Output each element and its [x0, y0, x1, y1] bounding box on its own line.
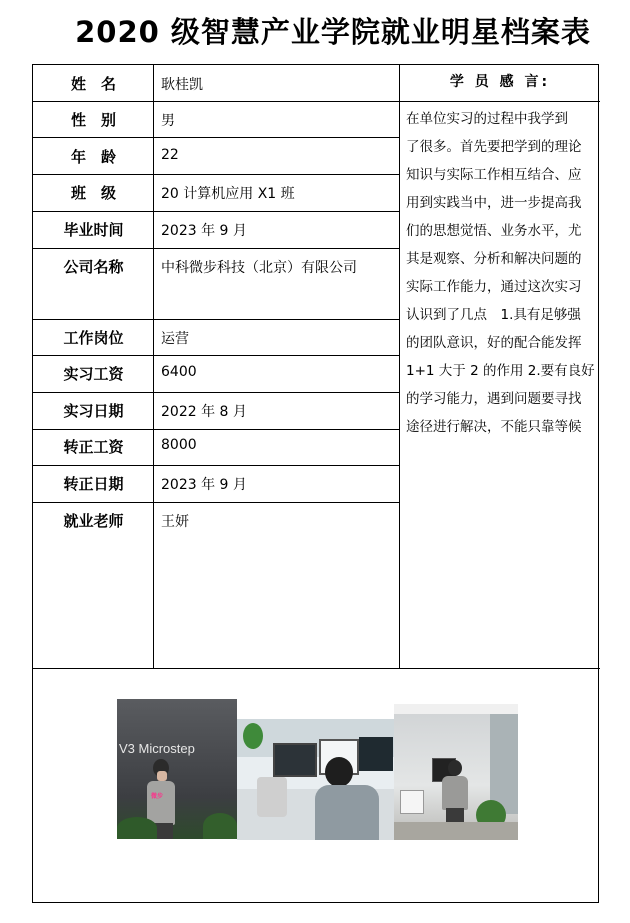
label-age: 年 龄 [70, 148, 116, 166]
value-name: 耿桂凯 [161, 77, 203, 93]
testimonial-line: 在单位实习的过程中我学到 [406, 111, 568, 127]
photo-at-workstation [237, 719, 394, 840]
value-graduation-time: 2023 年 9 月 [161, 223, 247, 239]
photo-logo-wall [117, 699, 237, 839]
shirt-text: 微步 [151, 793, 164, 800]
value-position: 运营 [161, 331, 189, 347]
value-gender: 男 [161, 113, 175, 129]
testimonial-line: 实际工作能力，通过这次实习 [406, 279, 582, 295]
testimonial-text [406, 105, 596, 441]
value-regular-salary: 8000 [161, 437, 197, 453]
value-teacher: 王妍 [161, 514, 189, 530]
value-intern-salary: 6400 [161, 364, 197, 380]
testimonial-line: 认识到了几点 1.具有足够强 [406, 307, 581, 323]
label-regular-date: 转正日期 [63, 475, 124, 493]
profile-table [32, 64, 599, 903]
label-teacher: 就业老师 [63, 512, 124, 530]
testimonial-line: 途径进行解决，不能只靠等候 [406, 419, 582, 435]
logo-text: V3 Microstep [119, 741, 195, 756]
value-age: 22 [161, 147, 179, 163]
value-class: 20 计算机应用 X1 班 [161, 186, 295, 202]
label-intern-date: 实习日期 [63, 402, 124, 420]
testimonial-line: 其是观察、分析和解决问题的 [406, 251, 582, 267]
testimonial-line: 知识与实际工作相互结合、应 [406, 167, 582, 183]
testimonial-line: 的学习能力，遇到问题要寻找 [406, 391, 582, 407]
label-regular-salary: 转正工资 [63, 438, 124, 456]
label-class: 班 级 [70, 184, 116, 202]
value-regular-date: 2023 年 9 月 [161, 477, 247, 493]
testimonial-header: 学 员 感 言: [449, 74, 551, 90]
label-graduation-time: 毕业时间 [63, 221, 124, 239]
label-position: 工作岗位 [63, 329, 124, 347]
testimonial-line: 1+1 大于 2 的作用 2.要有良好 [406, 363, 595, 379]
document-title: 2020 级智慧产业学院就业明星档案表 [75, 15, 591, 49]
label-name: 姓 名 [70, 75, 116, 93]
label-company: 公司名称 [63, 258, 124, 276]
label-intern-salary: 实习工资 [63, 365, 124, 383]
testimonial-line: 了很多。首先要把学到的理论 [406, 139, 582, 155]
value-company: 中科微步科技（北京）有限公司 [161, 260, 357, 276]
label-gender: 性 别 [70, 111, 116, 129]
value-intern-date: 2022 年 8 月 [161, 404, 247, 420]
photo-office [394, 704, 518, 840]
testimonial-line: 用到实践当中，进一步提高我 [406, 195, 582, 211]
testimonial-line: 的团队意识，好的配合能发挥 [406, 335, 582, 351]
testimonial-line: 们的思想觉悟、业务水平，尤 [406, 223, 582, 239]
